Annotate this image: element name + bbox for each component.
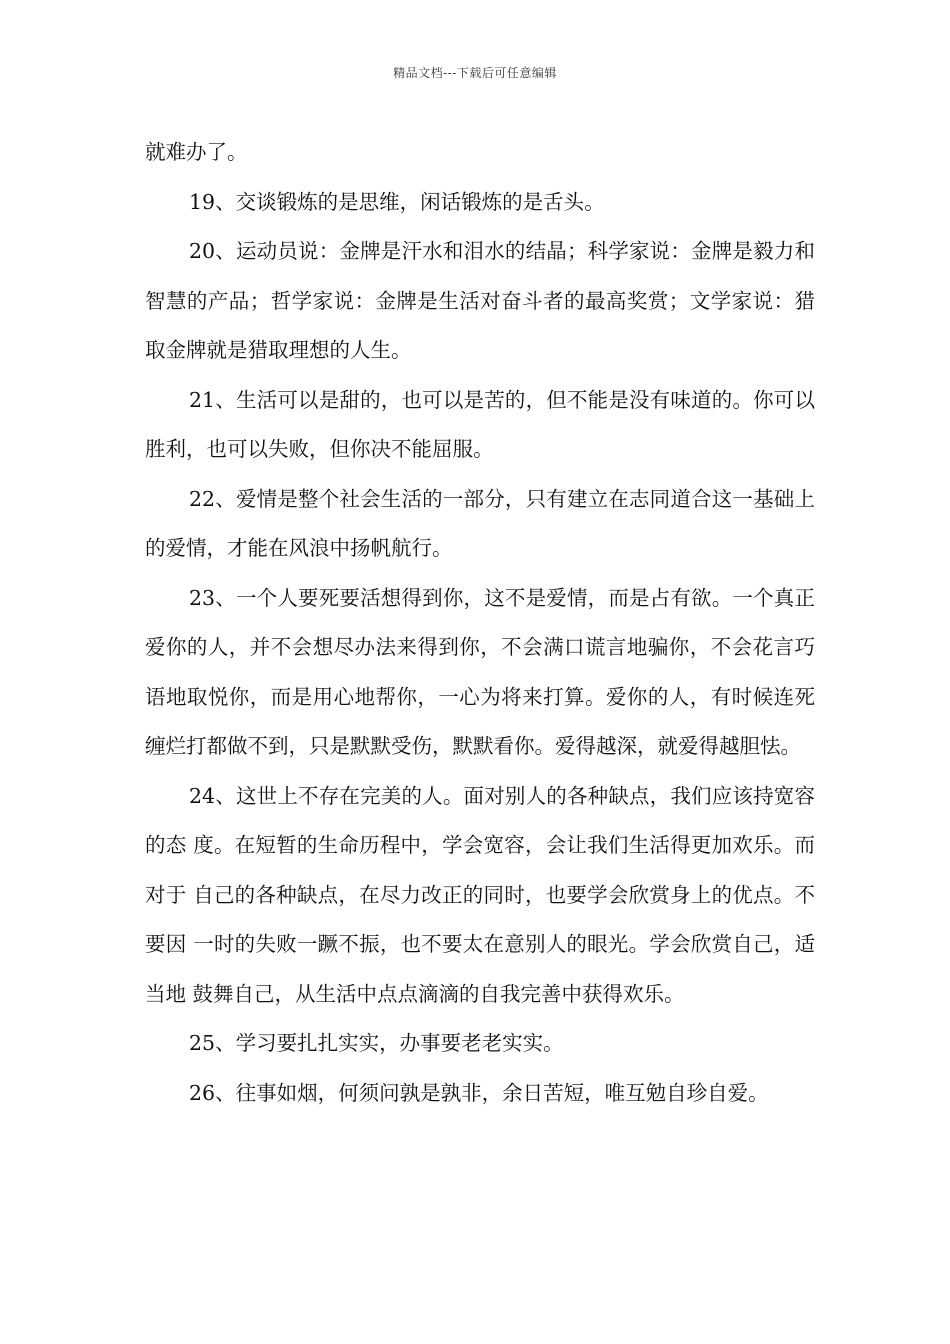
paragraph-23: 23、一个人要死要活想得到你，这不是爱情，而是占有欲。一个真正爱你的人，并不会想尽办法来得到你，不会满口谎言地骗你，不会花言巧语地取悦你，而是用心地帮你，一心为将来打算。爱你的人，有时候连死缠烂打都做不到，只是默默受伤，默默看你。爱得越深，就爱得越胆怯。: [145, 585, 815, 758]
paragraph-21: 21、生活可以是甜的，也可以是苦的，但不能是没有味道的。你可以胜利，也可以失败，但你决不能屈服。: [145, 387, 815, 461]
document-body: [145, 128, 815, 1118]
paragraph-19: 19、交谈锻炼的是思维，闲话锻炼的是舌头。: [189, 189, 605, 214]
paragraph-22: 22、爱情是整个社会生活的一部分，只有建立在志同道合这一基础上的爱情，才能在风浪中扬帆航行。: [145, 486, 815, 560]
paragraph-continuation: 就难办了。: [145, 140, 248, 164]
paragraph-25: 25、学习要扎扎实实，办事要老老实实。: [189, 1031, 564, 1055]
page-header: 精品文档---下载后可任意编辑: [393, 66, 557, 80]
paragraph-26: 26、往事如烟，何须问孰是孰非，余日苦短，唯互勉自珍自爱。: [189, 1080, 769, 1105]
paragraph-24: 24、这世上不存在完美的人。面对别人的各种缺点，我们应该持宽容的态 度。在短暂的生命历程中，学会宽容，会让我们生活得更加欢乐。而对于 自己的各种缺点，在尽力改正的同时，也要学会欣赏身上的优点。不要因 一时的失败一蹶不振，也不要太在意别人的眼光。学会欣赏自己，适当地 鼓舞自己，从生活中点点滴滴的自我完善中获得欢乐。: [145, 783, 815, 1006]
paragraph-20: 20、运动员说：金牌是汗水和泪水的结晶；科学家说：金牌是毅力和智慧的产品；哲学家说：金牌是生活对奋斗者的最高奖赏；文学家说：猎取金牌就是猎取理想的人生。: [145, 239, 815, 362]
